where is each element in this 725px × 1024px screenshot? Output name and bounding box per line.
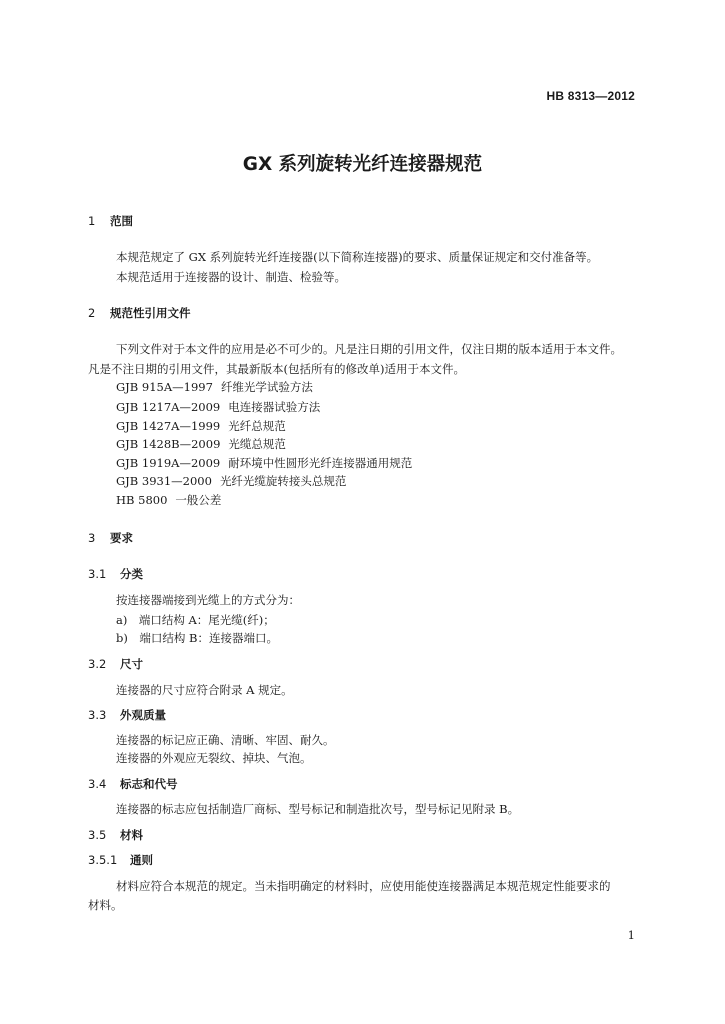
section-title: 规范性引用文件 xyxy=(110,306,191,320)
reference-item xyxy=(116,379,313,395)
paragraph: 材料应符合本规范的规定。当未指明确定的材料时，应使用能使连接器满足本规范规定性能要求的 xyxy=(116,879,611,893)
reference-title: 耐环境中性圆形光纤连接器通用规范 xyxy=(228,456,413,470)
section-number: 3.1 xyxy=(88,567,107,581)
paragraph: 连接器的外观应无裂纹、掉块、气泡。 xyxy=(116,751,312,765)
section-number: 2 xyxy=(88,306,96,320)
list-item: b) 端口结构 B：连接器端口。 xyxy=(116,631,278,645)
section-3-3-heading xyxy=(88,707,166,723)
reference-title: 光缆总规范 xyxy=(228,437,286,451)
reference-item xyxy=(116,473,346,489)
page-number: 1 xyxy=(627,928,635,942)
section-number: 1 xyxy=(88,214,96,228)
section-3-5-heading xyxy=(88,827,143,843)
reference-code: HB 5800 xyxy=(116,493,168,507)
reference-title: 纤维光学试验方法 xyxy=(220,380,313,394)
paragraph: 连接器的尺寸应符合附录 A 规定。 xyxy=(116,683,293,697)
section-title: 分类 xyxy=(120,567,144,581)
reference-code: GJB 1427A—1999 xyxy=(116,419,221,433)
reference-item xyxy=(116,399,320,415)
reference-title: 光纤总规范 xyxy=(228,419,286,433)
reference-item xyxy=(116,436,286,452)
paragraph: 按连接器端接到光缆上的方式分为： xyxy=(116,593,300,607)
paragraph: 下列文件对于本文件的应用是必不可少的。凡是注日期的引用文件，仅注日期的版本适用于本文件。 xyxy=(116,342,622,356)
reference-code: GJB 1428B—2009 xyxy=(116,437,221,451)
reference-code: GJB 3931—2000 xyxy=(116,474,212,488)
section-number: 3.5 xyxy=(88,828,107,842)
section-number: 3 xyxy=(88,531,96,545)
reference-title: 光纤光缆旋转接头总规范 xyxy=(219,474,347,488)
reference-code: GJB 1217A—2009 xyxy=(116,400,221,414)
reference-code: GJB 915A—1997 xyxy=(116,380,213,394)
reference-item xyxy=(116,418,286,434)
section-3-5-1-heading xyxy=(88,852,153,868)
reference-item xyxy=(116,455,412,471)
reference-code: GJB 1919A—2009 xyxy=(116,456,221,470)
list-item: a) 端口结构 A：尾光缆(纤)； xyxy=(116,613,275,627)
paragraph-continuation: 凡是不注日期的引用文件，其最新版本(包括所有的修改单)适用于本文件。 xyxy=(88,362,465,376)
paragraph: 连接器的标志应包括制造厂商标、型号标记和制造批次号，型号标记见附录 B。 xyxy=(116,802,520,816)
paragraph: 本规范规定了 GX 系列旋转光纤连接器(以下简称连接器)的要求、质量保证规定和交付准备等。 xyxy=(116,250,599,264)
section-number: 3.4 xyxy=(88,777,107,791)
section-title: 尺寸 xyxy=(120,657,144,671)
standard-number: HB 8313—2012 xyxy=(546,89,635,103)
section-title: 通则 xyxy=(130,853,154,867)
section-title: 要求 xyxy=(110,531,134,545)
section-title: 外观质量 xyxy=(120,708,167,722)
reference-title: 电连接器试验方法 xyxy=(228,400,321,414)
section-3-heading xyxy=(88,530,133,546)
paragraph: 本规范适用于连接器的设计、制造、检验等。 xyxy=(116,270,346,284)
reference-item xyxy=(116,492,221,508)
section-2-heading xyxy=(88,305,191,321)
section-3-2-heading xyxy=(88,656,143,672)
section-number: 3.3 xyxy=(88,708,107,722)
reference-title: 一般公差 xyxy=(175,493,222,507)
paragraph-continuation: 材料。 xyxy=(88,898,123,912)
section-title: 材料 xyxy=(120,828,144,842)
section-3-1-heading xyxy=(88,566,143,582)
section-number: 3.5.1 xyxy=(88,853,118,867)
section-title: 标志和代号 xyxy=(120,777,178,791)
document-title: GX 系列旋转光纤连接器规范 xyxy=(242,154,483,175)
section-3-4-heading xyxy=(88,776,178,792)
section-1-heading xyxy=(88,213,133,229)
section-number: 3.2 xyxy=(88,657,107,671)
section-title: 范围 xyxy=(110,214,134,228)
paragraph: 连接器的标记应正确、清晰、牢固、耐久。 xyxy=(116,733,335,747)
